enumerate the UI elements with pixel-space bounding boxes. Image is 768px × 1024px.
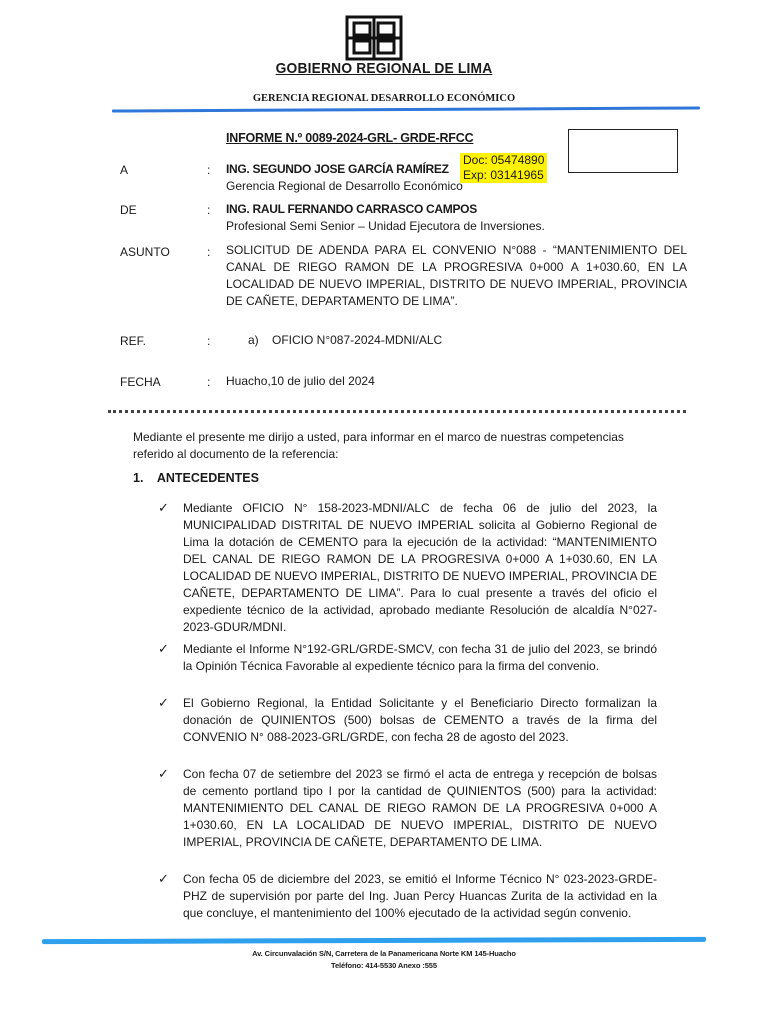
check-icon: ✓ bbox=[158, 871, 169, 886]
from-colon: : bbox=[207, 203, 211, 217]
from-name: ING. RAUL FERNANDO CARRASCO CAMPOS bbox=[226, 202, 477, 216]
list-item: Con fecha 05 de diciembre del 2023, se emitió el Informe Técnico N° 023-2023-GRDE-PHZ de supervisión por parte del Ing. Juan Percy Huancas Zurita de la actividad en la que concluye, el mantenimiento del 100% ejecutado de la actividad según convenio. bbox=[183, 872, 657, 920]
list-item: Mediante el Informe N°192-GRL/GRDE-SMCV, con fecha 31 de julio del 2023, se brindó la Opinión Técnica Favorable al expediente técnico para la firma del convenio. bbox=[183, 642, 657, 673]
dotted-separator bbox=[108, 410, 686, 413]
footer-phone: Teléfono: 414-5530 Anexo :555 bbox=[331, 961, 437, 970]
from-role: Profesional Semi Senior – Unidad Ejecutora de Inversiones. bbox=[226, 219, 545, 233]
check-icon: ✓ bbox=[158, 695, 169, 710]
from-label: DE bbox=[120, 203, 137, 217]
check-icon: ✓ bbox=[158, 500, 169, 515]
subject-text: SOLICITUD DE ADENDA PARA EL CONVENIO N°088 - “MANTENIMIENTO DEL CANAL DE RIEGO RAMON DE LA PROGRESIVA 0+000 A 1+030.60, EN LA LOCALIDAD DE NUEVO IMPERIAL, DISTRITO DE NUEVO IMPERIAL, PROVINCIA DE CAÑETE, DEPARTAMENTO DE LIMA”. bbox=[226, 243, 687, 308]
date-colon: : bbox=[207, 375, 211, 389]
ref-colon: : bbox=[207, 334, 211, 348]
date-label: FECHA bbox=[120, 375, 161, 389]
section-title: 1. ANTECEDENTES bbox=[133, 471, 259, 485]
ref-label: REF. bbox=[120, 334, 147, 348]
list-item: El Gobierno Regional, la Entidad Solicitante y el Beneficiario Directo formalizan la donación de QUINIENTOS (500) bolsas de CEMENTO a través de la firma del CONVENIO N° 088-2023-GRL/GRDE, con fecha 28 de agosto del 2023. bbox=[183, 696, 657, 744]
check-icon: ✓ bbox=[158, 766, 169, 781]
subject-colon: : bbox=[207, 245, 211, 259]
footer-address: Av. Circunvalación S/N, Carretera de la Panamericana Norte KM 145-Huacho bbox=[252, 949, 516, 958]
to-block bbox=[226, 161, 463, 195]
list-item: Con fecha 07 de setiembre del 2023 se firmó el acta de entrega y recepción de bolsas de cemento portland tipo I por la cantidad de QUINIENTOS (500) para la actividad: MANTENIMIENTO DEL CANAL DE RIEGO RAMON DE LA PROGRESIVA 0+000 A 1+030.60, EN LA LOCALIDAD DE NUEVO IMPERIAL, DISTRITO DE NUEVO IMPERIAL, PROVINCIA DE CAÑETE, DEPARTAMENTO DE LIMA. bbox=[183, 767, 657, 849]
exp-number: Exp: 03141965 bbox=[460, 168, 547, 183]
from-block bbox=[226, 201, 545, 235]
ref-item: a) OFICIO N°087-2024-MDNI/ALC bbox=[248, 333, 443, 347]
to-colon: : bbox=[207, 163, 211, 177]
header-divider bbox=[112, 106, 700, 112]
gobierno-regional-logo bbox=[344, 14, 404, 62]
report-title: INFORME N.º 0089-2024-GRL- GRDE-RFCC bbox=[226, 131, 474, 145]
check-icon: ✓ bbox=[158, 641, 169, 656]
subject-label: ASUNTO bbox=[120, 245, 170, 259]
to-name: ING. SEGUNDO JOSE GARCÍA RAMÍREZ bbox=[226, 162, 449, 176]
list-item: Mediante OFICIO N° 158-2023-MDNI/ALC de fecha 06 de julio del 2023, la MUNICIPALIDAD DISTRITAL DE NUEVO IMPERIAL solicita al Gobierno Regional de Lima la dotación de CEMENTO para la ejecución de la actividad: “MANTENIMIENTO DEL CANAL DE RIEGO RAMON DE LA PROGRESIVA 0+000 A 1+030.60, EN LA LOCALIDAD DE NUEVO IMPERIAL, DISTRITO DE NUEVO IMPERIAL, PROVINCIA DE CAÑETE, DEPARTAMENTO DE LIMA”. Para lo cual presente a través del oficio el expediente técnico de la actividad, aprobado mediante Resolución de alcaldía N°027-2023-GDUR/MDNI. bbox=[183, 501, 657, 634]
tracking-codes bbox=[460, 153, 547, 183]
to-label: A bbox=[120, 163, 129, 177]
doc-number: Doc: 05474890 bbox=[460, 153, 547, 168]
to-role: Gerencia Regional de Desarrollo Económico bbox=[226, 179, 463, 193]
reception-stamp-box bbox=[568, 129, 678, 173]
date-value: Huacho,10 de julio del 2024 bbox=[226, 374, 375, 388]
organization-name: GOBIERNO REGIONAL DE LIMA bbox=[275, 60, 493, 77]
intro-paragraph: Mediante el presente me dirijo a usted, para informar en el marco de nuestras competencias referido al documento de la referencia: bbox=[133, 430, 624, 461]
department-name: GERENCIA REGIONAL DESARROLLO ECONÓMICO bbox=[252, 93, 516, 104]
footer-divider bbox=[42, 937, 706, 944]
